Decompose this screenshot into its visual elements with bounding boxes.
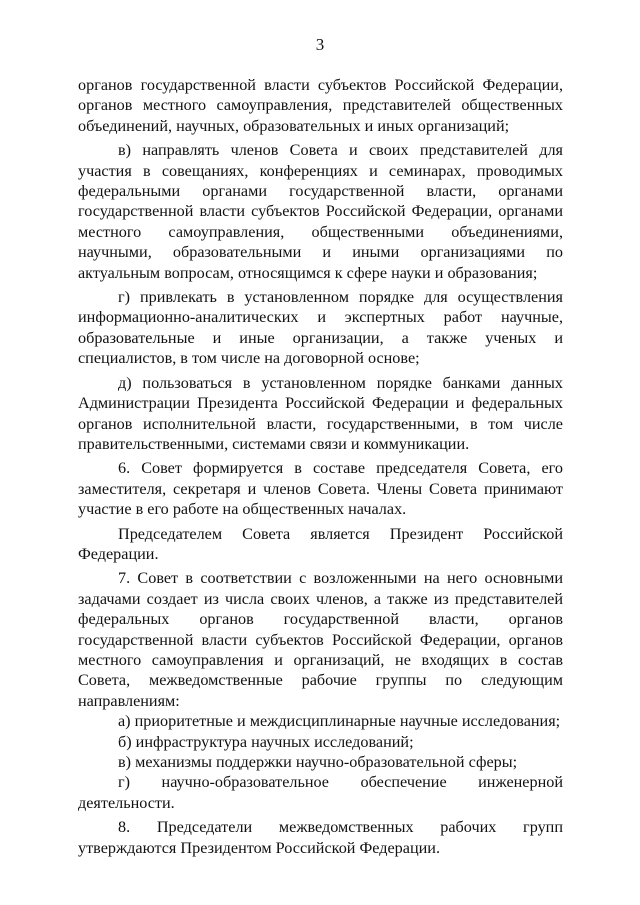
paragraph-section-7: 7. Совет в соответствии с возложенными на него основными задачами создает из числа своих членов, а также из представителей федеральных органов государственной власти, органов государственной власти субъектов Российской Федерации, органов местного самоуправления и организаций, не входящих в состав Совета, межведомственные рабочие группы по следующим направлениям: (78, 569, 563, 710)
paragraph-continuation: органов государственной власти субъектов Российской Федерации, органов местного самоуправления, представителей общественных объединений, научных, образовательных и иных организаций; (78, 76, 563, 135)
paragraph-item-d: д) пользоваться в установленном порядке банками данных Администрации Президента Российской Федерации и федеральных органов исполнительной власти, государственными, в том числе правительственными, системами связи и коммуникации. (78, 373, 563, 453)
paragraph-chairman: Председателем Совета является Президент Российской Федерации. (78, 524, 563, 563)
list-item-g: г) научно-образовательное обеспечение инженерной деятельности. (78, 773, 563, 812)
paragraph-item-g: г) привлекать в установленном порядке для осуществления информационно-аналитических и экспертных работ научные, образовательные и иные организации, а также ученых и специалистов, в том числе на договорной основе; (78, 288, 563, 368)
page-number: 3 (315, 35, 325, 54)
paragraph-item-v: в) направлять членов Совета и своих представителей для участия в совещаниях, конференциях и семинарах, проводимых федеральными органами государственной власти, органами государственной власти субъектов Российской Федерации, органами местного самоуправления, общественными объединениями, научными, образовательными и иными организациями по актуальным вопросам, относящимся к сфере науки и образования; (78, 141, 563, 282)
paragraph-section-6: 6. Совет формируется в составе председателя Совета, его заместителя, секретаря и членов Совета. Члены Совета принимают участие в его работе на общественных началах. (78, 459, 563, 519)
list-item-b: б) инфраструктура научных исследований; (118, 732, 414, 751)
paragraph-section-8: 8. Председатели межведомственных рабочих групп утверждаются Президентом Российской Федерации. (78, 818, 563, 857)
list-item-v: в) механизмы поддержки научно-образовательной сферы; (118, 753, 518, 771)
list-item-a: а) приоритетные и междисциплинарные научные исследования; (118, 712, 561, 731)
document-body (78, 75, 563, 858)
